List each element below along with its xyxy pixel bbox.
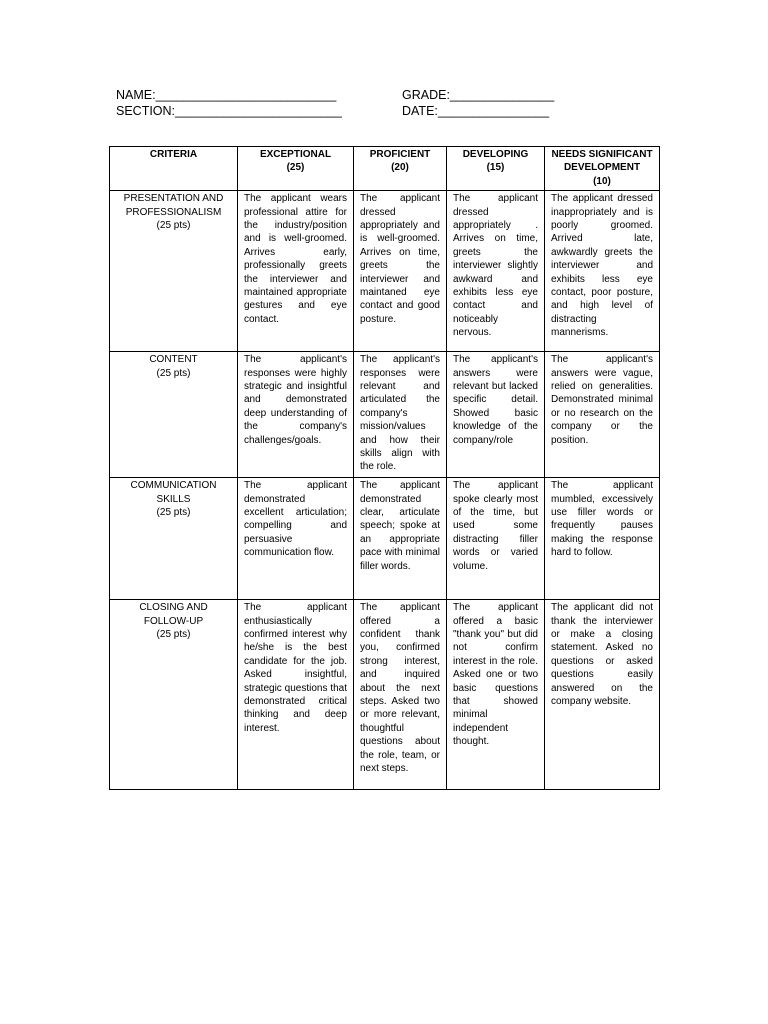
column-header-criteria: [110, 147, 238, 191]
column-points: (25): [286, 162, 305, 174]
criterion-cell: [110, 600, 238, 790]
rubric-header-row: [110, 147, 660, 191]
criterion-points: (25 pts): [156, 367, 191, 379]
developing-cell: The applicant's answers were relevant but lacked specific detail. Showed basic knowledge of the company/role: [447, 352, 545, 478]
column-title: CRITERIA: [149, 149, 198, 160]
header-row-2: [116, 104, 576, 120]
grade-field[interactable]: GRADE:_______________: [402, 88, 555, 102]
rubric-row-presentation: [110, 191, 660, 352]
column-title: DEVELOPING: [462, 149, 529, 160]
criterion-points: (25 pts): [156, 220, 191, 232]
date-field[interactable]: DATE:________________: [402, 104, 550, 118]
column-points: (20): [391, 162, 409, 174]
column-header-exceptional: [238, 147, 354, 191]
needs-development-cell: The applicant mumbled, excessively use filler words or frequently pauses making the response hard to follow.: [545, 478, 660, 600]
column-header-needs-development: [545, 147, 660, 191]
exceptional-cell: The applicant's responses were highly strategic and insightful and demonstrated deep understanding of the company's challenges/goals.: [238, 352, 354, 478]
criterion-name: CONTENT: [149, 354, 198, 366]
rubric-row-communication: [110, 478, 660, 600]
needs-development-cell: The applicant's answers were vague, relied on generalities. Demonstrated minimal or no research on the company or the position.: [545, 352, 660, 478]
criterion-points: (25 pts): [156, 629, 191, 641]
criterion-name: COMMUNICATION SKILLS: [130, 480, 217, 505]
column-points: (15): [486, 162, 505, 174]
proficient-cell: The applicant demonstrated clear, articulate speech; spoke at an appropriate pace with minimal filler words.: [354, 478, 447, 600]
needs-development-cell: The applicant did not thank the interviewer or make a closing statement. Asked no questions or asked questions easily answered on the company website.: [545, 600, 660, 790]
exceptional-cell: The applicant enthusiastically confirmed interest why he/she is the best candidate for the job. Asked insightful, strategic questions that demonstrated critical thinking and deep interest.: [238, 600, 354, 790]
column-points: (10): [593, 175, 611, 187]
column-header-proficient: [354, 147, 447, 191]
developing-cell: The applicant dressed appropriately . Arrives on time, greets the interviewer slightly awkward and exhibits less eye contact and noticeably nervous.: [447, 191, 545, 352]
exceptional-cell: The applicant demonstrated excellent articulation; compelling and persuasive communication flow.: [238, 478, 354, 600]
proficient-cell: The applicant's responses were relevant and articulated the company's mission/values and how their skills align with the role.: [354, 352, 447, 478]
criterion-cell: [110, 352, 238, 478]
column-title: NEEDS SIGNIFICANT DEVELOPMENT: [551, 149, 653, 174]
developing-cell: The applicant offered a basic "thank you" but did not confirm interest in the role. Asked one or two basic questions that showed minimal independent thought.: [447, 600, 545, 790]
section-field[interactable]: SECTION:________________________: [116, 104, 342, 118]
name-field[interactable]: NAME:__________________________: [116, 88, 337, 102]
student-info-header: [116, 88, 576, 120]
proficient-cell: The applicant offered a confident thank you, confirmed strong interest, and inquired about the next steps. Asked two or more relevant, thoughtful questions about the role, team, or next steps.: [354, 600, 447, 790]
rubric-row-content: [110, 352, 660, 478]
needs-development-cell: The applicant dressed inappropriately and is poorly groomed. Arrived late, awkwardly greets the interviewer and exhibits less eye contact, poor posture, and high level of distracting mannerisms.: [545, 191, 660, 352]
column-title: PROFICIENT: [369, 149, 431, 160]
criterion-cell: [110, 478, 238, 600]
rubric-row-closing: [110, 600, 660, 790]
criterion-name: CLOSING AND FOLLOW-UP: [139, 602, 208, 627]
criterion-name: PRESENTATION AND PROFESSIONALISM: [123, 193, 224, 218]
column-header-developing: [447, 147, 545, 191]
criterion-points: (25 pts): [156, 507, 191, 519]
proficient-cell: The applicant dressed appropriately and is well-groomed. Arrives on time, greets the interviewer and maintaned eye contact and good posture.: [354, 191, 447, 352]
rubric-table: [109, 146, 660, 790]
header-row-1: [116, 88, 576, 104]
exceptional-cell: The applicant wears professional attire for the industry/position and is well-groomed. Arrives early, professionally greets the interviewer and maintained appropriate gestures and eye contact.: [238, 191, 354, 352]
criterion-cell: [110, 191, 238, 352]
developing-cell: The applicant spoke clearly most of the time, but used some distracting filler words or varied volume.: [447, 478, 545, 600]
column-title: EXCEPTIONAL: [259, 149, 332, 160]
